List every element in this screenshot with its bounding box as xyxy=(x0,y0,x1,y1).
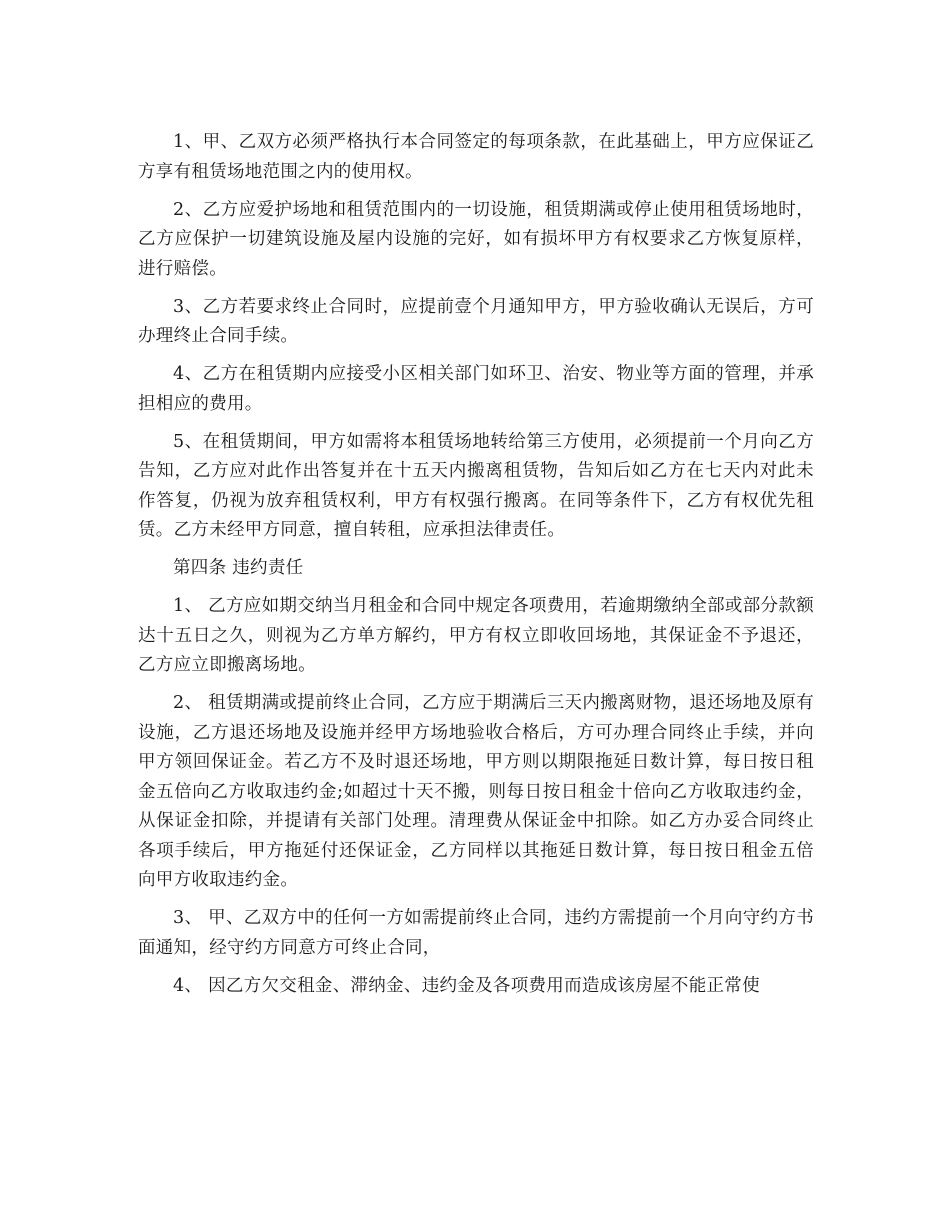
breach-paragraph-2: 2、 租赁期满或提前终止合同，乙方应于期满后三天内搬离财物，退还场地及原有设施，乙方退还场地及设施并经甲方场地验收合格后，方可办理合同终止手续，并向甲方领回保证金。若乙方不及时退还场地，甲方则以期限拖延日数计算，每日按日租金五倍向乙方收取违约金;如超过十天不搬，则每日按日租金十倍向乙方收取违约金，从保证金扣除，并提请有关部门处理。清理费从保证金中扣除。如乙方办妥合同终止各项手续后，甲方拖延付还保证金，乙方同样以其拖延日数计算，每日按日租金五倍向甲方收取违约金。 xyxy=(138,693,814,890)
clause-paragraph-4: 4、乙方在租赁期内应接受小区相关部门如环卫、治安、物业等方面的管理，并承担相应的费用。 xyxy=(138,364,814,414)
document-body xyxy=(138,128,814,1010)
section-heading: 第四条 违约责任 xyxy=(173,558,304,578)
breach-paragraph-4: 4、 因乙方欠交租金、滞纳金、违约金及各项费用而造成该房屋不能正常使 xyxy=(173,975,760,996)
clause-paragraph-5: 5、在租赁期间，甲方如需将本租赁场地转给第三方使用，必须提前一个月向乙方告知，乙方应对此作出答复并在十五天内搬离租赁物，告知后如乙方在七天内对此未作答复，仍视为放弃租赁权利，甲方有权强行搬离。在同等条件下，乙方有权优先租赁。乙方未经甲方同意，擅自转租，应承担法律责任。 xyxy=(138,431,814,540)
breach-paragraph-3: 3、 甲、乙双方中的任何一方如需提前终止合同，违约方需提前一个月向守约方书面通知，经守约方同意方可终止合同， xyxy=(138,908,814,958)
clause-paragraph-1: 1、甲、乙双方必须严格执行本合同签定的每项条款，在此基础上，甲方应保证乙方享有租赁场地范围之内的使用权。 xyxy=(138,132,814,182)
clause-paragraph-3: 3、乙方若要求终止合同时，应提前壹个月通知甲方，甲方验收确认无误后，方可办理终止合同手续。 xyxy=(138,296,814,346)
breach-paragraph-1: 1、 乙方应如期交纳当月租金和合同中规定各项费用，若逾期缴纳全部或部分款额达十五日之久，则视为乙方单方解约，甲方有权立即收回场地，其保证金不予退还，乙方应立即搬离场地。 xyxy=(138,596,814,675)
clause-paragraph-2: 2、乙方应爱护场地和租赁范围内的一切设施，租赁期满或停止使用租赁场地时，乙方应保护一切建筑设施及屋内设施的完好，如有损坏甲方有权要求乙方恢复原样，进行赔偿。 xyxy=(138,199,814,279)
